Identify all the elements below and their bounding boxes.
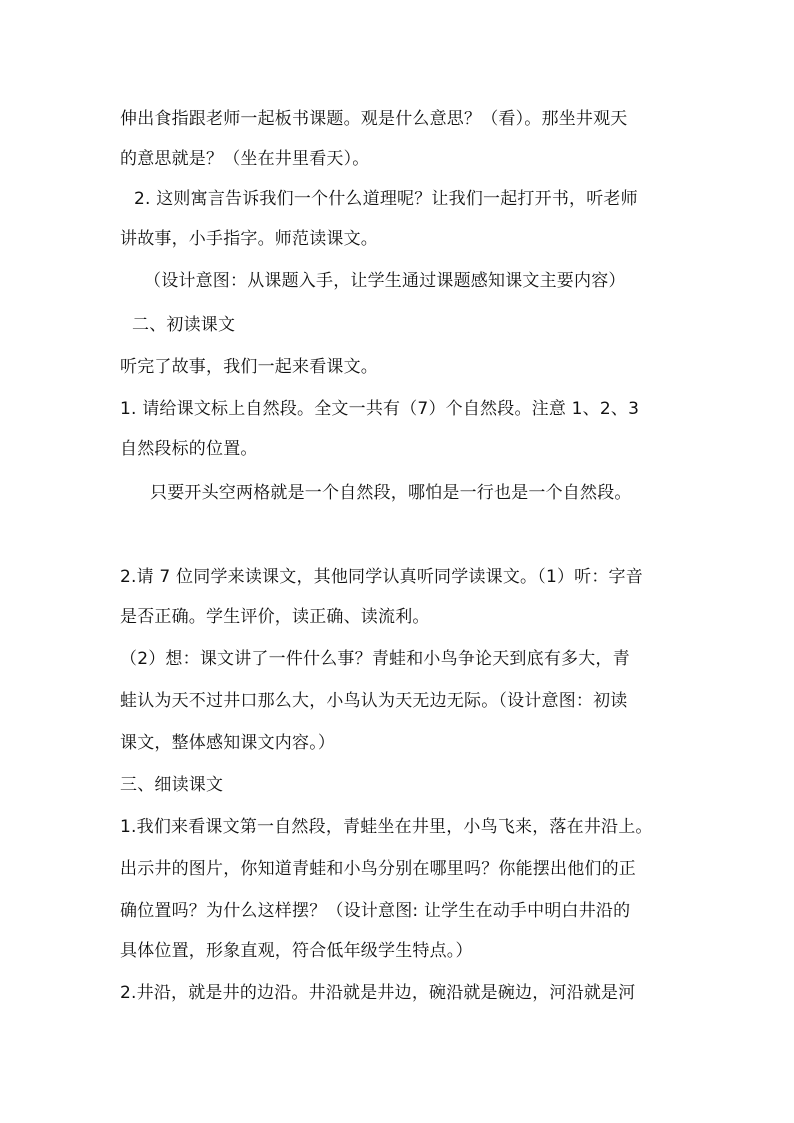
text-line: 自然段标的位置。 <box>120 439 258 459</box>
text-line: 只要开头空两格就是一个自然段，哪怕是一行也是一个自然段。 <box>150 483 632 503</box>
section-heading: 三、细读课文 <box>120 775 224 795</box>
text-line: 讲故事，小手指字。师范读课文。 <box>120 229 378 249</box>
text-line: （2）想：课文讲了一件什么事？青蛙和小鸟争论天到底有多大，青 <box>120 649 630 669</box>
section-heading: 二、初读课文 <box>132 315 236 335</box>
text-line: 的意思就是？（坐在井里看天）。 <box>120 149 370 169</box>
text-line: 是否正确。学生评价，读正确、读流利。 <box>120 607 430 627</box>
text-line: 2. 这则寓言告诉我们一个什么道理呢？让我们一起打开书，听老师 <box>134 189 638 209</box>
text-line: 出示井的图片，你知道青蛙和小鸟分别在哪里吗？你能摆出他们的正 <box>120 859 636 879</box>
text-line: 2.请 7 位同学来读课文，其他同学认真听同学读课文。（1）听：字音 <box>120 567 643 587</box>
text-line: 听完了故事，我们一起来看课文。 <box>120 357 378 377</box>
text-line: 具体位置，形象直观，符合低年级学生特点。） <box>120 941 473 961</box>
text-line: 1. 请给课文标上自然段。全文一共有（7）个自然段。注意 1、2、3 <box>120 399 640 419</box>
text-line: 1.我们来看课文第一自然段，青蛙坐在井里，小鸟飞来，落在井沿上。 <box>120 817 653 837</box>
text-line: 蛙认为天不过井口那么大，小鸟认为天无边无际。（设计意图：初读 <box>120 691 628 711</box>
text-line: 2.井沿，就是井的边沿。井沿就是井边，碗沿就是碗边，河沿就是河 <box>120 983 636 1003</box>
text-line: 伸出食指跟老师一起板书课题。观是什么意思？（看）。那坐井观天 <box>120 109 628 129</box>
design-intent-note: （设计意图：从课题入手，让学生通过课题感知课文主要内容） <box>144 271 626 291</box>
text-line: 确位置吗？为什么这样摆？（设计意图: 让学生在动手中明白井沿的 <box>120 901 631 921</box>
text-line: 课文，整体感知课文内容。） <box>120 733 336 753</box>
